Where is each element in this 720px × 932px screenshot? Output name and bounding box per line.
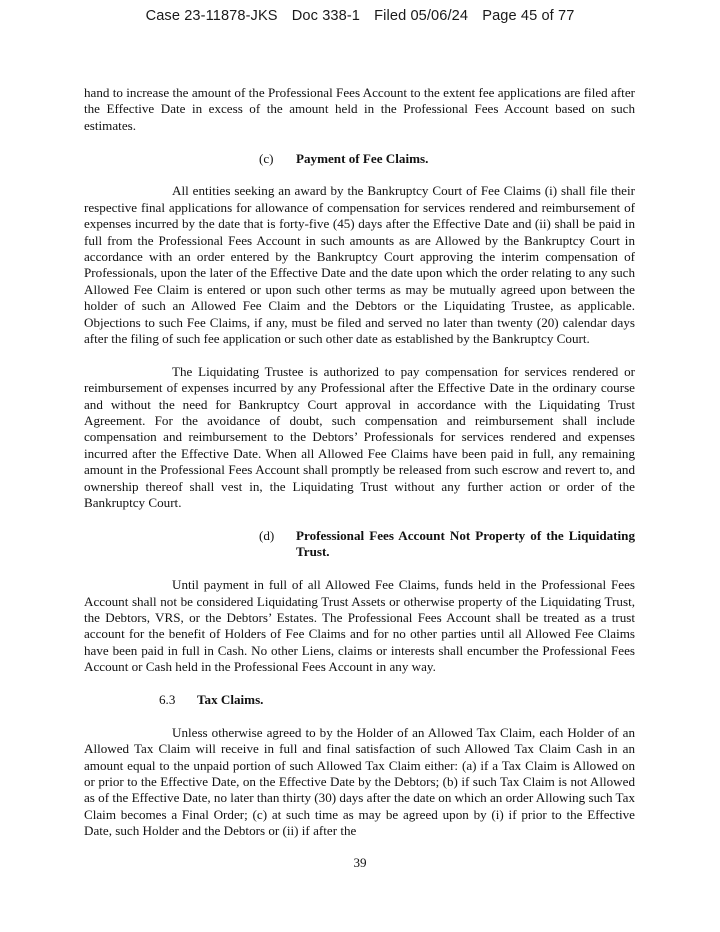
page-count: Page 45 of 77 bbox=[482, 8, 575, 24]
section-title-c: Payment of Fee Claims. bbox=[296, 150, 429, 166]
paragraph-liquidating-trustee: The Liquidating Trustee is authorized to pay compensation for services rendered or reimbursement of expenses incurred by any Professional after the Effective Date in the ordinary course and without the need for Bankruptcy Court approval in accordance with the Liquidating Trust Agreement. For the avoidance of doubt, such compensation and reimbursement shall include compensation and reimbursement to the Debtors’ Professionals for services rendered and expenses incurred after the Effective Date. When all Allowed Fee Claims have been paid in full, any remaining amount in the Professional Fees Account shall promptly be released from such escrow and revert to, and ownership thereof shall vest in, the Liquidating Trust without any further action or order of the Bankruptcy Court. bbox=[84, 363, 635, 511]
paragraph-tax-claims: Unless otherwise agreed to by the Holder of an Allowed Tax Claim, each Holder of an Allowed Tax Claim will receive in full and final satisfaction of such Allowed Tax Claim Cash in an amount equal to the unpaid portion of such Allowed Tax Claim either: (a) if a Tax Claim is Allowed on or prior to the Effective Date, on the Effective Date by the Debtors; (b) if such Tax Claim is not Allowed as of the Effective Date, no later than thirty (30) days after the date on which an order Allowing such Tax Claim becomes a Final Order; (c) at such time as may be agreed upon by (i) if prior to the Effective Date, such Holder and the Debtors or (ii) if after the bbox=[84, 724, 635, 839]
section-title-6-3: Tax Claims. bbox=[197, 691, 264, 707]
paragraph-fee-claims-payment: All entities seeking an award by the Bankruptcy Court of Fee Claims (i) shall file their respective final applications for allowance of compensation for services rendered and reimbursement of expenses incurred by the date that is forty-five (45) days after the Effective Date and (ii) shall be paid in full from the Professional Fees Account in such amounts as are Allowed by the Bankruptcy Court in accordance with an order entered by the Bankruptcy Court approving the interim compensation of Professionals, upon the later of the Effective Date and the date upon which the order relating to any such Allowed Fee Claim is entered or upon such other terms as may be mutually agreed upon between the holder of such an Allowed Fee Claim and the Debtors or the Liquidating Trustee, as applicable. Objections to such Fee Claims, if any, must be filed and served no later than twenty (20) calendar days after the filing of such fee application or such other date as established by the Bankruptcy Court. bbox=[84, 183, 635, 347]
section-label-d: (d) bbox=[259, 527, 275, 543]
section-heading-c bbox=[84, 151, 635, 167]
page-number: 39 bbox=[353, 855, 367, 870]
section-title-d: Professional Fees Account Not Property of the Liquidating Trust. bbox=[296, 527, 635, 560]
document-body bbox=[84, 85, 635, 840]
doc-number: Doc 338-1 bbox=[291, 8, 361, 24]
filed-date: Filed 05/06/24 bbox=[374, 8, 469, 24]
paragraph-fees-account-property: Until payment in full of all Allowed Fee Claims, funds held in the Professional Fees Account shall not be considered Liquidating Trust Assets or otherwise property of the Liquidating Trust, the Debtors, VRS, or the Debtors’ Estates. The Professional Fees Account shall be treated as a trust account for the benefit of Holders of Fee Claims and for no other parties until all Allowed Fee Claims have been paid in full in Cash. No other Liens, claims or interests shall encumber the Professional Fees Account or Cash held in the Professional Fees Account in any way. bbox=[84, 577, 635, 675]
section-label-c: (c) bbox=[259, 150, 274, 166]
court-filing-header bbox=[0, 8, 720, 24]
section-heading-d bbox=[84, 528, 635, 561]
paragraph-continuation: hand to increase the amount of the Professional Fees Account to the extent fee applications are filed after the Effective Date in excess of the amount held in the Professional Fees Account based on such estimates. bbox=[84, 85, 635, 133]
section-label-6-3: 6.3 bbox=[159, 691, 176, 707]
case-number: Case 23-11878-JKS bbox=[145, 8, 278, 24]
section-heading-6-3 bbox=[84, 692, 635, 708]
